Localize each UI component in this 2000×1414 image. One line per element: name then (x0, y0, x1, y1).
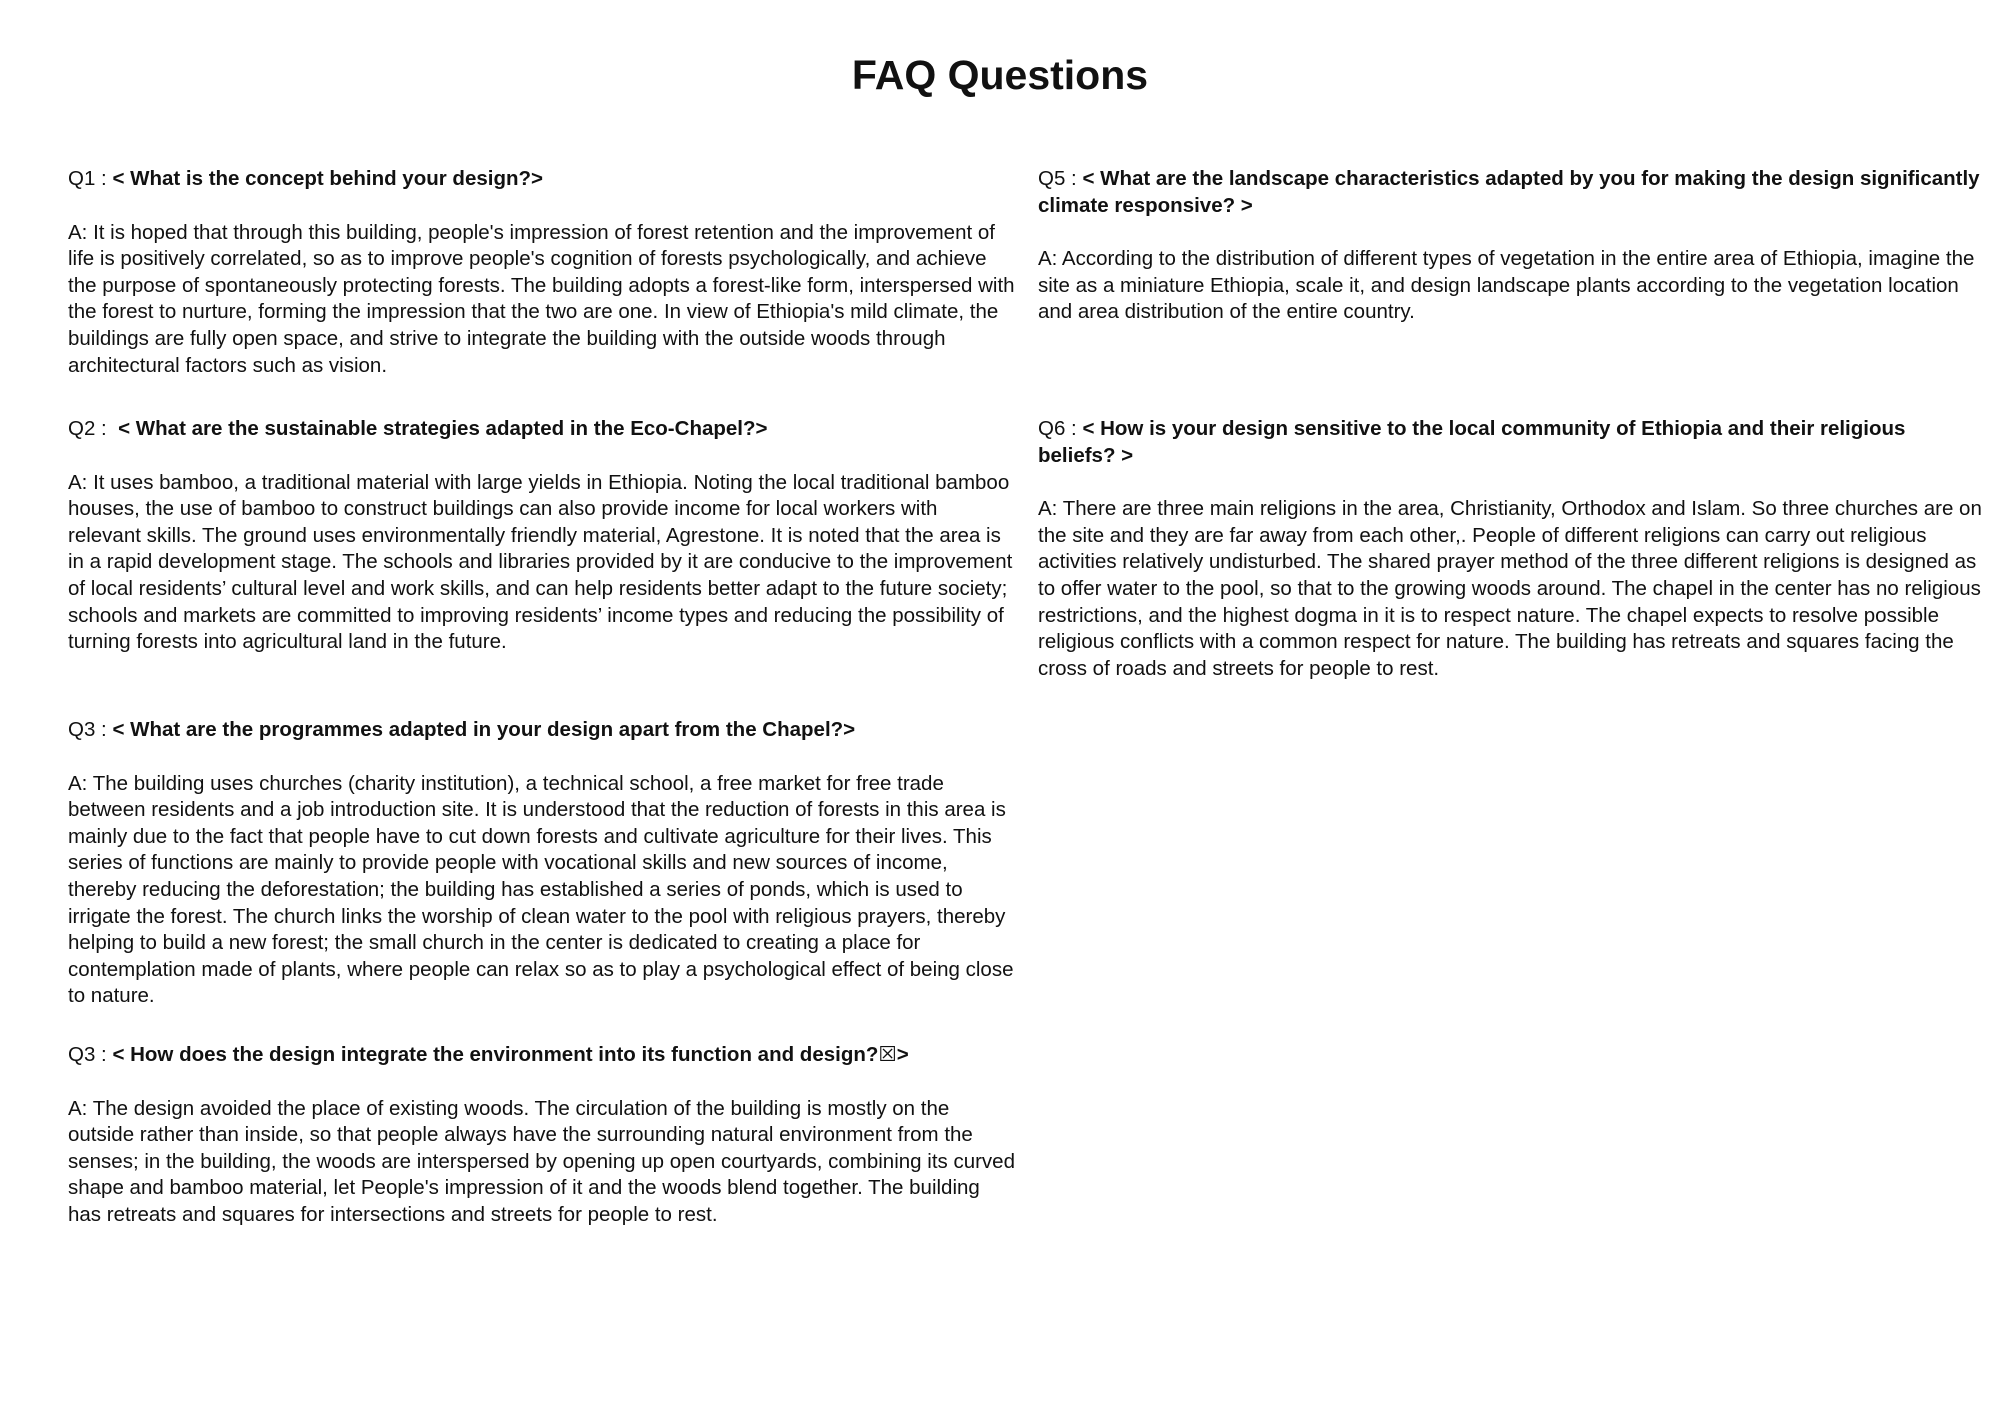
faq-answer: A: It is hoped that through this building, people's impression of forest retention and the improvement of life is positively correlated, so as to improve people's cognition of forests psychologically, and achieve the purpose of spontaneously protecting forests. The building adopts a forest-like form, interspersed with the forest to nurture, forming the impression that the two are one. In view of Ethiopia's mild climate, the buildings are fully open space, and strive to integrate the building with the outside woods through architectural factors such as vision. (68, 220, 1015, 377)
faq-answer: A: It uses bamboo, a traditional material with large yields in Ethiopia. Noting the local traditional bamboo houses, the use of bamboo to construct buildings can also provide income for local workers with relevant skills. The ground uses environmentally friendly material, Agrestone. It is noted that the area is in a rapid development stage. The schools and libraries provided by it are conducive to the improvement of local residents’ cultural level and work skills, and can help residents better adapt to the future society; schools and markets are committed to improving residents’ income types and reducing the possibility of turning forests into agricultural land in the future. (68, 470, 1013, 654)
question-text: < What are the programmes adapted in your design apart from the Chapel?> (112, 718, 856, 741)
question-number: Q6 : (1038, 417, 1083, 440)
faq-item-q5 (1038, 166, 1986, 326)
faq-question (68, 416, 1016, 443)
question-text: < How is your design sensitive to the local community of Ethiopia and their religious beliefs? > (1038, 417, 1912, 467)
faq-item-q3-programmes (68, 717, 1016, 1010)
question-number: Q2 : (68, 417, 119, 440)
faq-answer: A: The design avoided the place of existing woods. The circulation of the building is mostly on the outside rather than inside, so that people always have the surrounding natural environment from the senses; in the building, the woods are interspersed by opening up open courtyards, combining its curved shape and bamboo material, let People's impression of it and the woods blend together. The building has retreats and squares for intersections and streets for people to rest. (68, 1096, 1015, 1226)
faq-answer: A: There are three main religions in the area, Christianity, Orthodox and Islam. So three churches are on the site and they are far away from each other,. People of different religions can carry out religious activities relatively undisturbed. The shared prayer method of the three different religions is designed as to offer water to the pool, so that to the growing woods around. The chapel in the center has no religious restrictions, and the highest dogma in it is to respect nature. The chapel expects to resolve possible religious conflicts with a common respect for nature. The building has retreats and squares facing the cross of roads and streets for people to rest. (1038, 497, 1982, 680)
question-number: Q3 : (68, 718, 113, 741)
question-number: Q3 : (68, 1043, 113, 1066)
faq-question (68, 166, 1016, 193)
faq-item-q2 (68, 416, 1016, 656)
question-text: < How does the design integrate the environment into its function and design?☒> (112, 1043, 909, 1066)
faq-item-q3-environment (68, 1042, 1016, 1229)
faq-question (68, 1042, 1016, 1069)
question-text: < What are the sustainable strategies adapted in the Eco-Chapel?> (118, 417, 768, 440)
faq-item-q6 (1038, 416, 1986, 682)
question-text: < What are the landscape characteristics adapted by you for making the design significantly climate responsive? > (1038, 167, 1986, 217)
question-text: < What is the concept behind your design?> (112, 167, 543, 190)
faq-question (1038, 416, 1986, 469)
page-title: FAQ Questions (851, 52, 1149, 98)
faq-question (1038, 166, 1986, 219)
faq-question (68, 717, 1016, 744)
faq-item-q1 (68, 166, 1016, 379)
question-number: Q1 : (68, 167, 113, 190)
faq-answer: A: According to the distribution of different types of vegetation in the entire area of Ethiopia, imagine the site as a miniature Ethiopia, scale it, and design landscape plants according to the vegetation location and area distribution of the entire country. (1038, 247, 1975, 324)
question-number: Q5 : (1038, 167, 1083, 190)
faq-answer: A: The building uses churches (charity institution), a technical school, a free market for free trade between residents and a job introduction site. It is understood that the reduction of forests in this area is mainly due to the fact that people have to cut down forests and cultivate agriculture for their lives. This series of functions are mainly to provide people with vocational skills and new sources of income, thereby reducing the deforestation; the building has established a series of ponds, which is used to irrigate the forest. The church links the worship of clean water to the pool with religious prayers, thereby helping to build a new forest; the small church in the center is dedicated to creating a place for contemplation made of plants, where people can relax so as to play a psychological effect of being close to nature. (68, 771, 1014, 1008)
